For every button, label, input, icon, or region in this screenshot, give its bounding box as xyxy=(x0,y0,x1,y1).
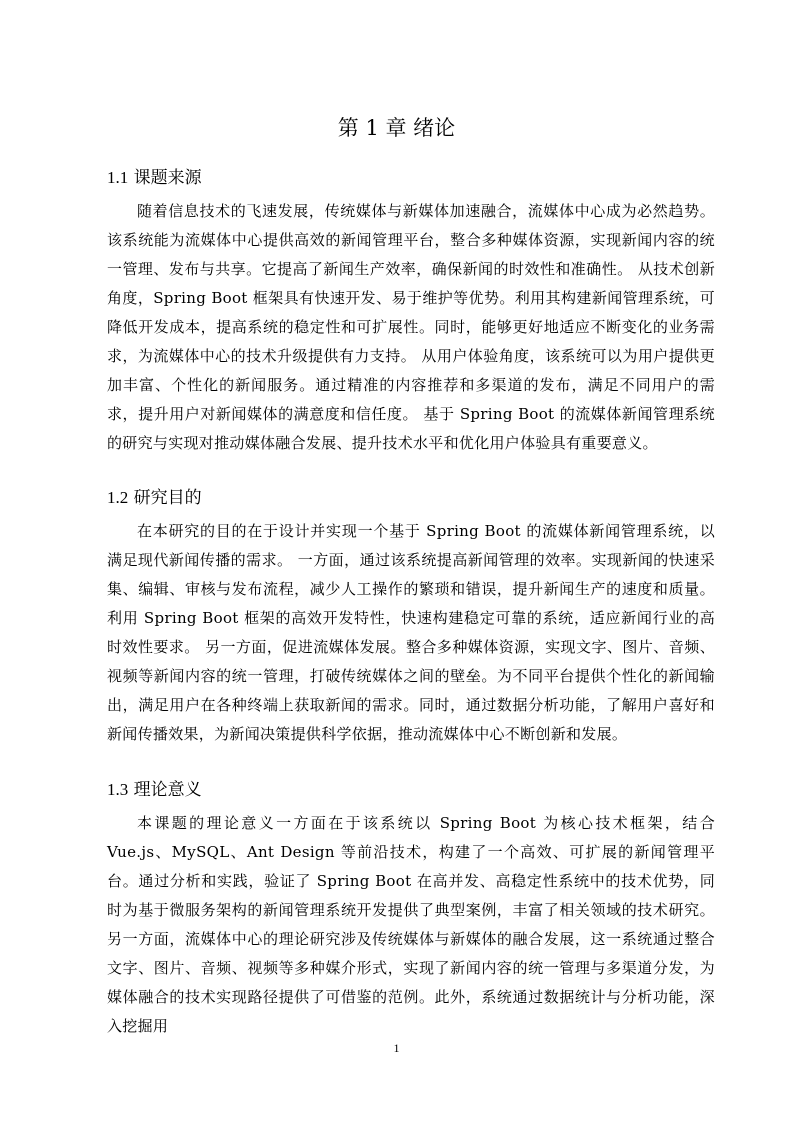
section-1-1 xyxy=(107,165,715,458)
section-heading xyxy=(107,777,715,803)
section-paragraph: 在本研究的目的在于设计并实现一个基于 Spring Boot 的流媒体新闻管理系统，以满足现代新闻传播的需求。 一方面，通过该系统提高新闻管理的效率。实现新闻的快速采集、编辑、审核与发布流程，减少人工操作的繁琐和错误，提升新闻生产的速度和质量。利用 Spring Boot 框架的高效开发特性，快速构建稳定可靠的系统，适应新闻行业的高时效性要求。 另一方面，促进流媒体发展。整合多种媒体资源，实现文字、图片、音频、视频等新闻内容的统一管理，打破传统媒体之间的壁垒。为不同平台提供个性化的新闻输出，满足用户在各种终端上获取新闻的需求。同时，通过数据分析功能，了解用户喜好和新闻传播效果，为新闻决策提供科学依据，推动流媒体中心不断创新和发展。 xyxy=(107,522,715,743)
section-heading xyxy=(107,485,715,511)
section-paragraph: 随着信息技术的飞速发展，传统媒体与新媒体加速融合，流媒体中心成为必然趋势。该系统能为流媒体中心提供高效的新闻管理平台，整合多种媒体资源，实现新闻内容的统一管理、发布与共享。它提高了新闻生产效率，确保新闻的时效性和准确性。 从技术创新角度，Spring Boot 框架具有快速开发、易于维护等优势。利用其构建新闻管理系统，可降低开发成本，提高系统的稳定性和可扩展性。同时，能够更好地适应不断变化的业务需求，为流媒体中心的技术升级提供有力支持。 从用户体验角度，该系统可以为用户提供更加丰富、个性化的新闻服务。通过精准的内容推荐和多渠道的发布，满足不同用户的需求，提升用户对新闻媒体的满意度和信任度。 基于 Spring Boot 的流媒体新闻管理系统的研究与实现对推动媒体融合发展、提升技术水平和优化用户体验具有重要意义。 xyxy=(107,202,715,452)
section-title: 理论意义 xyxy=(133,780,202,800)
section-number: 1.3 xyxy=(107,780,129,799)
section-number: 1.2 xyxy=(107,488,129,507)
section-title: 研究目的 xyxy=(133,488,202,508)
section-1-2 xyxy=(107,485,715,749)
section-paragraph: 本课题的理论意义一方面在于该系统以 Spring Boot 为核心技术框架，结合 Vue.js、MySQL、Ant Design 等前沿技术，构建了一个高效、可扩展的新闻管理平台。通过分析和实践，验证了 Spring Boot 在高并发、高稳定性系统中的技术优势，同时为基于微服务架构的新闻管理系统开发提供了典型案例，丰富了相关领域的技术研究。另一方面，流媒体中心的理论研究涉及传统媒体与新媒体的融合发展，这一系统通过整合文字、图片、音频、视频等多种媒介形式，实现了新闻内容的统一管理与多渠道分发，为媒体融合的技术实现路径提供了可借鉴的范例。此外，系统通过数据统计与分析功能，深入挖掘用 xyxy=(107,814,715,1035)
page-number: 1 xyxy=(393,1041,400,1055)
chapter-title: 第 1 章 绪论 xyxy=(337,116,456,140)
section-1-3 xyxy=(107,777,715,1041)
section-title: 课题来源 xyxy=(133,168,202,188)
section-number: 1.1 xyxy=(107,168,129,187)
section-heading xyxy=(107,165,715,191)
